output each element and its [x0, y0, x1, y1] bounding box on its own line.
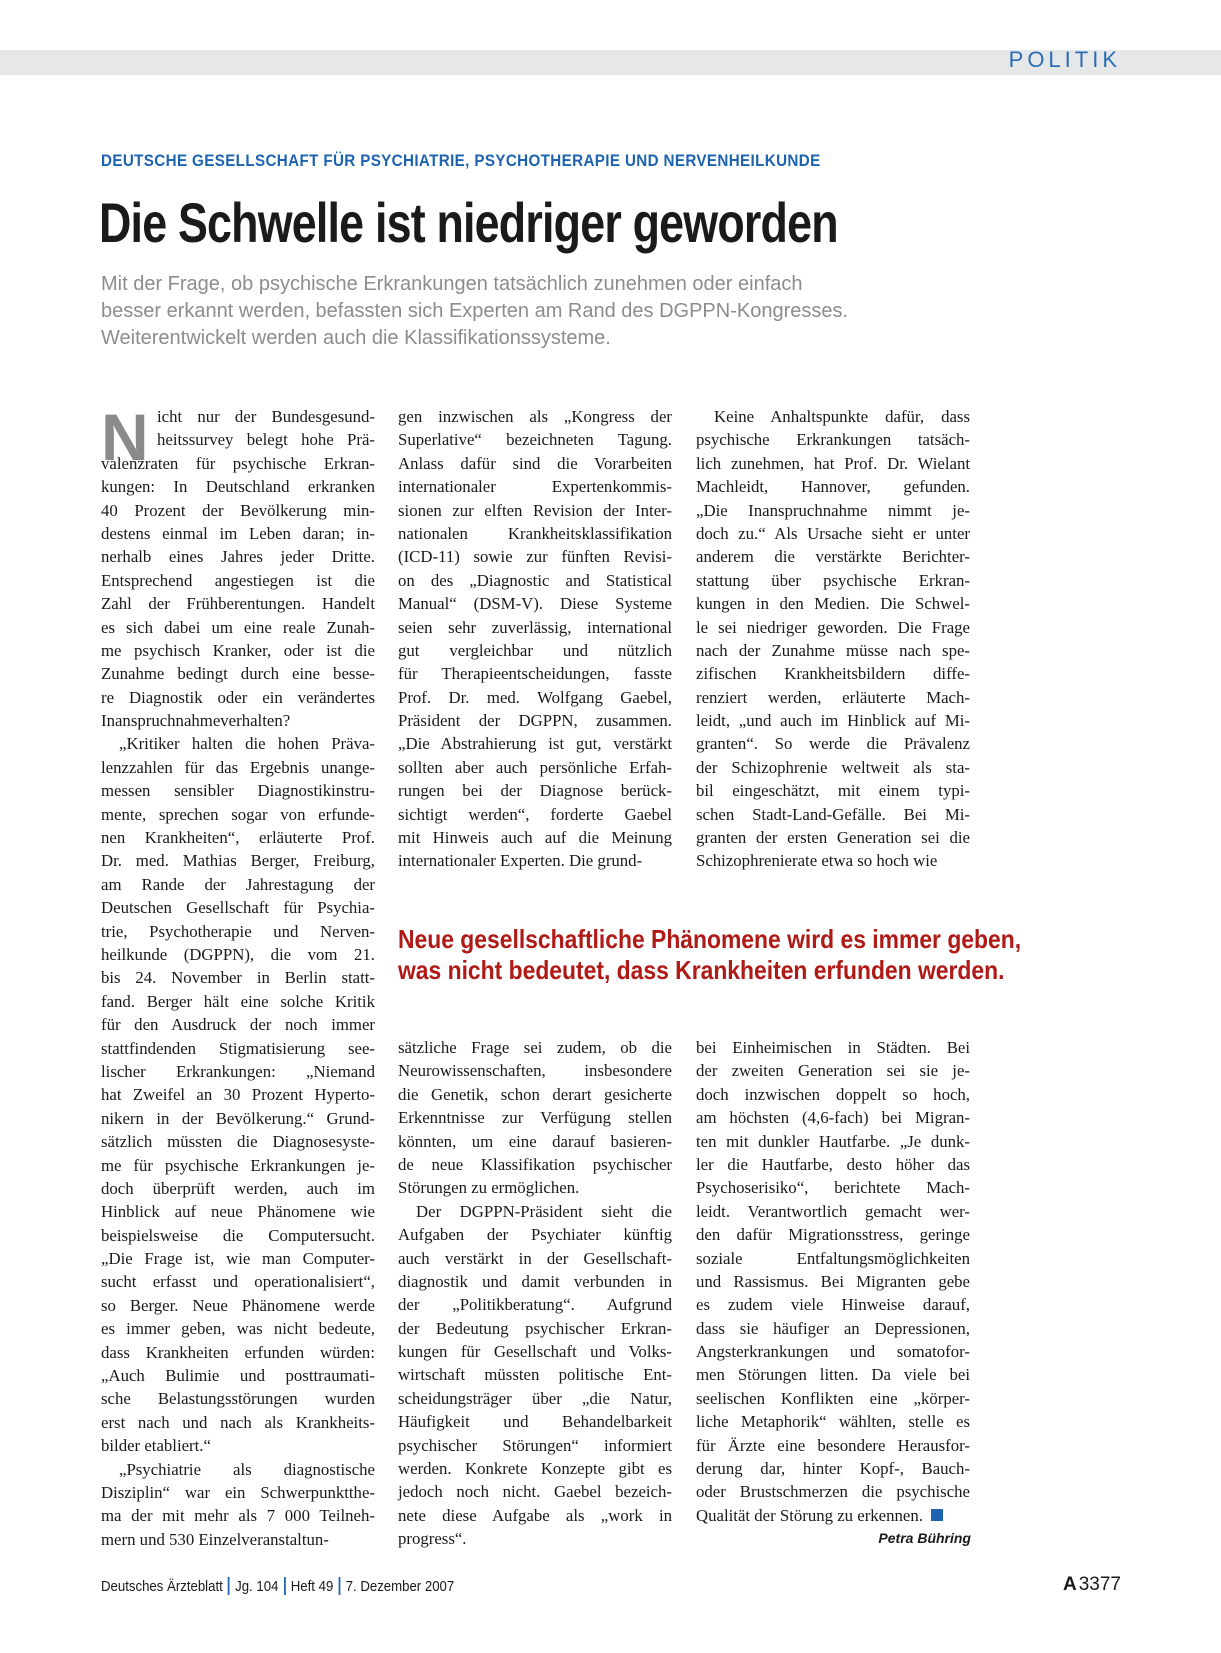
- text-line: der Bedeutung psychischer Erkran-: [398, 1318, 672, 1338]
- text-line: „Kritiker halten die hohen Präva-: [119, 734, 375, 754]
- text-line: am Rande der Jahrestagung der: [101, 874, 375, 894]
- lede-line: besser erkannt werden, befassten sich Experten am Rand des DGPPN-Kongresses.: [101, 300, 849, 322]
- article-kicker: DEUTSCHE GESELLSCHAFT FÜR PSYCHIATRIE, PSYCHOTHERAPIE UND NERVENHEILKUNDE: [101, 152, 821, 170]
- text-line: Störungen zu ermöglichen.: [398, 1178, 580, 1198]
- section-label: POLITIK: [1008, 47, 1121, 72]
- text-line: nete diese Aufgabe als „work in: [398, 1505, 672, 1525]
- text-line: kungen: In Deutschland erkranken: [101, 477, 375, 497]
- text-line: nach der Zunahme müsse nach spe-: [696, 640, 970, 660]
- text-line: dass sie häufiger an Depressionen,: [696, 1318, 970, 1338]
- text-line: wirtschaft müssten politische Ent-: [398, 1365, 672, 1385]
- text-line: für Therapieentscheidungen, fasste: [398, 664, 672, 684]
- text-line: (ICD-11) sowie zur fünften Revisi-: [398, 547, 672, 567]
- lede-line: Mit der Frage, ob psychische Erkrankungen tatsächlich zunehmen oder einfach: [101, 273, 803, 295]
- text-line: doch zu.“ Als Ursache sieht er unter: [696, 523, 970, 543]
- text-line: „Psychiatrie als diagnostische: [119, 1459, 375, 1479]
- lede-line: Weiterentwickelt werden auch die Klassifikationssysteme.: [101, 327, 611, 349]
- text-line: Prof. Dr. med. Wolfgang Gaebel,: [398, 687, 672, 707]
- text-line: le sei niedriger geworden. Die Frage: [696, 617, 970, 637]
- text-line: der Schizophrenie weltweit als sta-: [696, 757, 970, 777]
- text-line: nikern in der Bevölkerung.“ Grund-: [101, 1108, 375, 1128]
- page-prefix: A: [1062, 1574, 1077, 1595]
- author-byline: Petra Bühring: [878, 1530, 971, 1546]
- text-line: me psychisch Kranker, oder ist die: [101, 640, 375, 660]
- text-line: bil eingeschätzt, mit einem typi-: [696, 781, 970, 801]
- text-line: leidt, „und auch im Hinblick auf Mi-: [696, 711, 970, 731]
- text-line: für den Ausdruck der noch immer: [101, 1015, 375, 1035]
- text-line: lich zunehmen, hat Prof. Dr. Wielant: [696, 453, 970, 473]
- text-line: men Störungen litten. Da viele bei: [696, 1365, 970, 1385]
- text-line: derung dar, hinter Kopf-, Bauch-: [696, 1459, 970, 1479]
- text-line: icht nur der Bundesgesund-: [157, 407, 375, 426]
- text-line: Aufgaben der Psychiater künftig: [398, 1225, 672, 1245]
- text-line: kungen für Gesellschaft und Volks-: [398, 1342, 672, 1362]
- text-line: Entsprechend angestiegen ist die: [101, 570, 375, 590]
- text-line: nerhalb eines Jahres jeder Dritte.: [101, 547, 375, 567]
- text-line: Neurowissenschaften, insbesondere: [398, 1061, 672, 1081]
- pull-quote-line: was nicht bedeutet, dass Krankheiten erfunden werden.: [398, 955, 1005, 985]
- text-line: Präsident der DGPPN, zusammen.: [398, 711, 672, 731]
- text-line: zifischen Krankheitsbildern diffe-: [696, 664, 970, 684]
- text-line: stattung über psychische Erkran-: [696, 570, 970, 590]
- text-line: Hinblick auf neue Phänomene wie: [101, 1202, 375, 1222]
- text-line: scheidungsträger über „die Natur,: [398, 1388, 672, 1408]
- text-line: schen Stadt-Land-Gefälle. Bei Mi-: [696, 804, 970, 824]
- text-line: der „Politikberatung“. Aufgrund: [398, 1295, 672, 1315]
- text-line: Qualität der Störung zu erkennen.: [696, 1504, 970, 1527]
- text-line: Manual“ (DSM-V). Diese Systeme: [398, 594, 672, 614]
- footer-separator: [339, 1577, 341, 1595]
- text-line: könnten, um eine darauf basieren-: [398, 1131, 672, 1151]
- text-line: ma der mit mehr als 7 000 Teilneh-: [101, 1506, 375, 1526]
- text-line: de neue Klassifikation psychischer: [398, 1154, 672, 1174]
- text-line: seelischen Konflikten eine „körper-: [696, 1388, 970, 1408]
- text-line: es zudem viele Hinweise darauf,: [696, 1295, 970, 1315]
- column-2-top: [398, 405, 672, 873]
- column-3-bottom: [696, 1036, 970, 1527]
- text-line: bilder etabliert.“: [101, 1436, 211, 1456]
- text-line: gut vergleichbar und nützlich: [398, 640, 672, 660]
- text-line: hat Zweifel an 30 Prozent Hyperto-: [101, 1085, 375, 1105]
- article-title: Die Schwelle ist niedriger geworden: [99, 191, 838, 254]
- text-line: doch inzwischen doppelt so hoch,: [696, 1084, 970, 1104]
- text-line: on des „Diagnostic and Statistical: [398, 570, 672, 590]
- text-line: und Rassismus. Bei Migranten gebe: [696, 1271, 970, 1291]
- journal-issue: Heft 49: [290, 1577, 334, 1595]
- text-line: progress“.: [398, 1529, 467, 1549]
- text-line: Deutschen Gesellschaft für Psychia-: [101, 898, 375, 918]
- text-line: Erkenntnisse zur Verfügung stellen: [398, 1108, 672, 1128]
- text-line: liche Metaphorik“ wählten, stelle es: [696, 1412, 970, 1432]
- column-2-bottom: [398, 1036, 672, 1551]
- text-line: internationaler Expertenkommis-: [398, 477, 672, 497]
- text-line: ten mit dunkler Hautfarbe. „Je dunk-: [696, 1131, 970, 1151]
- text-line: heitssurvey belegt hohe Prä-: [157, 430, 375, 450]
- text-line: „Die Abstrahierung ist gut, verstärkt: [398, 734, 672, 754]
- text-line: jedoch noch nicht. Gaebel bezeich-: [398, 1482, 672, 1502]
- text-line: für Ärzte eine besondere Herausfor-: [696, 1435, 970, 1455]
- text-line: der zweiten Generation sei sie je-: [696, 1061, 970, 1081]
- text-line: trie, Psychotherapie und Nerven-: [101, 921, 375, 941]
- text-line: beispielsweise die Computersucht.: [101, 1225, 375, 1245]
- text-line: valenzraten für psychische Erkran-: [101, 453, 375, 473]
- text-line: mit Hinweis auch auf die Meinung: [398, 828, 672, 848]
- text-line: psychische Erkrankungen tatsäch-: [696, 430, 970, 450]
- footer-citation: [101, 1577, 454, 1595]
- end-of-article-icon: [931, 1509, 943, 1521]
- text-line: gen inzwischen als „Kongress der: [398, 407, 672, 426]
- pull-quote: [398, 924, 1021, 986]
- text-line: lenzzahlen für das Ergebnis unange-: [101, 757, 375, 777]
- text-line: Anlass dafür sind die Vorarbeiten: [398, 453, 672, 473]
- text-line: auch verstärkt in der Gesellschaft-: [398, 1248, 672, 1268]
- text-line: „Die Frage ist, wie man Computer-: [101, 1249, 375, 1269]
- text-line: sätzliche Frage sei zudem, ob die: [398, 1038, 672, 1057]
- text-line: sionen zur elften Revision der Inter-: [398, 500, 672, 520]
- journal-name: Deutsches Ärzteblatt: [101, 1577, 223, 1595]
- pull-quote-line: Neue gesellschaftliche Phänomene wird es immer geben,: [398, 924, 1022, 954]
- text-line: Angsterkrankungen und somatofor-: [696, 1342, 970, 1362]
- text-line: werden. Konkrete Konzepte gibt es: [398, 1459, 672, 1479]
- text-line: messen sensibler Diagnostikinstru-: [101, 781, 375, 801]
- text-line: Der DGPPN-Präsident sieht die: [416, 1201, 672, 1221]
- article-lede: [101, 271, 981, 352]
- text-line: 40 Prozent der Bevölkerung min-: [101, 500, 375, 520]
- text-line: stattfindenden Stigmatisierung see-: [101, 1038, 375, 1058]
- text-line: am höchsten (4,6-fach) bei Migran-: [696, 1108, 970, 1128]
- text-line: nen Krankheiten“, erläuterte Prof.: [101, 828, 375, 848]
- text-line: leidt. Verantwortlich gemacht wer-: [696, 1201, 970, 1221]
- column-3-top: [696, 405, 970, 873]
- text-line: Superlative“ bezeichneten Tagung.: [398, 430, 672, 450]
- text-line: lischer Erkrankungen: „Niemand: [101, 1061, 375, 1081]
- text-line: me für psychische Erkrankungen je-: [101, 1155, 375, 1175]
- text-line: mente, sprechen sogar von erfunde-: [101, 804, 375, 824]
- text-line: fand. Berger hält eine solche Kritik: [101, 991, 375, 1011]
- text-line: es sich dabei um eine reale Zunah-: [101, 617, 375, 637]
- text-line: erst nach und nach als Krankheits-: [101, 1412, 375, 1432]
- text-line: „Auch Bulimie und posttraumati-: [101, 1366, 375, 1386]
- text-line: mern und 530 Einzelveranstaltun-: [101, 1529, 329, 1549]
- page-number: [1063, 1574, 1121, 1596]
- text-line: Zunahme bedingt durch eine besse-: [101, 664, 375, 684]
- footer-separator: [228, 1577, 230, 1595]
- text-line: sollten aber auch persönliche Erfah-: [398, 757, 672, 777]
- text-line: re Diagnostik oder ein verändertes: [101, 687, 375, 707]
- text-line: Psychoserisiko“, berichtete Mach-: [696, 1178, 970, 1198]
- text-line: so Berger. Neue Phänomene werde: [101, 1295, 375, 1315]
- text-line: diagnostik und damit verbunden in: [398, 1271, 672, 1291]
- text-line: sche Belastungsstörungen wurden: [101, 1389, 375, 1409]
- journal-date: 7. Dezember 2007: [345, 1577, 455, 1595]
- text-line: sucht erfasst und operationalisiert“,: [101, 1272, 375, 1292]
- text-line: soziale Entfaltungsmöglichkeiten: [696, 1248, 970, 1268]
- text-line: dass Krankheiten erfunden würden:: [101, 1342, 375, 1362]
- text-line: rungen bei der Diagnose berück-: [398, 781, 672, 801]
- text-line: Keine Anhaltspunkte dafür, dass: [714, 407, 970, 426]
- text-line: Schizophrenierate etwa so hoch wie: [696, 851, 938, 871]
- text-line: sätzlich müssten die Diagnosesyste-: [101, 1132, 375, 1152]
- text-line: internationaler Experten. Die grund-: [398, 851, 643, 871]
- text-line: Häufigkeit und Behandelbarkeit: [398, 1412, 672, 1432]
- text-line: Disziplin“ war ein Schwerpunktthe-: [101, 1482, 375, 1502]
- text-line: bei Einheimischen in Städten. Bei: [696, 1038, 970, 1057]
- text-line: doch überprüft werden, auch im: [101, 1178, 375, 1198]
- text-line: anderem die verstärkte Berichter-: [696, 547, 970, 567]
- text-line: Inanspruchnahmeverhalten?: [101, 711, 291, 731]
- text-line: die Genetik, schon derart gesicherte: [398, 1084, 672, 1104]
- text-line: Dr. med. Mathias Berger, Freiburg,: [101, 851, 375, 871]
- text-line: oder Brustschmerzen die psychische: [696, 1482, 970, 1502]
- text-line: es immer geben, was nicht bedeute,: [101, 1319, 375, 1339]
- text-line: „Die Inanspruchnahme nimmt je-: [696, 500, 970, 520]
- footer-separator: [284, 1577, 286, 1595]
- text-line: Zahl der Frühberentungen. Handelt: [101, 594, 375, 614]
- text-line: granten der ersten Generation sei die: [696, 828, 970, 848]
- column-1: [101, 400, 375, 1551]
- text-line: renziert werden, erläuterte Mach-: [696, 687, 970, 707]
- text-line: nationalen Krankheitsklassifikation: [398, 523, 672, 543]
- text-line: den dafür Migrationsstress, geringe: [696, 1225, 970, 1245]
- text-line: sichtigt werden“, forderte Gaebel: [398, 804, 672, 824]
- text-line: ler die Hautfarbe, desto höher das: [696, 1154, 970, 1174]
- text-line: psychischer Störungen“ informiert: [398, 1435, 672, 1455]
- text-line: destens einmal im Leben daran; in-: [101, 523, 375, 543]
- text-line: Machleidt, Hannover, gefunden.: [696, 477, 970, 497]
- text-line: seien sehr zuverlässig, international: [398, 617, 672, 637]
- text-line: granten“. So werde die Prävalenz: [696, 734, 970, 754]
- page-number-value: 3377: [1078, 1574, 1121, 1595]
- journal-volume: Jg. 104: [235, 1577, 279, 1595]
- drop-cap: N: [101, 400, 149, 474]
- text-line: kungen in den Medien. Die Schwel-: [696, 594, 970, 614]
- text-line: bis 24. November in Berlin statt-: [101, 968, 375, 988]
- text-line: heilkunde (DGPPN), die vom 21.: [101, 944, 375, 964]
